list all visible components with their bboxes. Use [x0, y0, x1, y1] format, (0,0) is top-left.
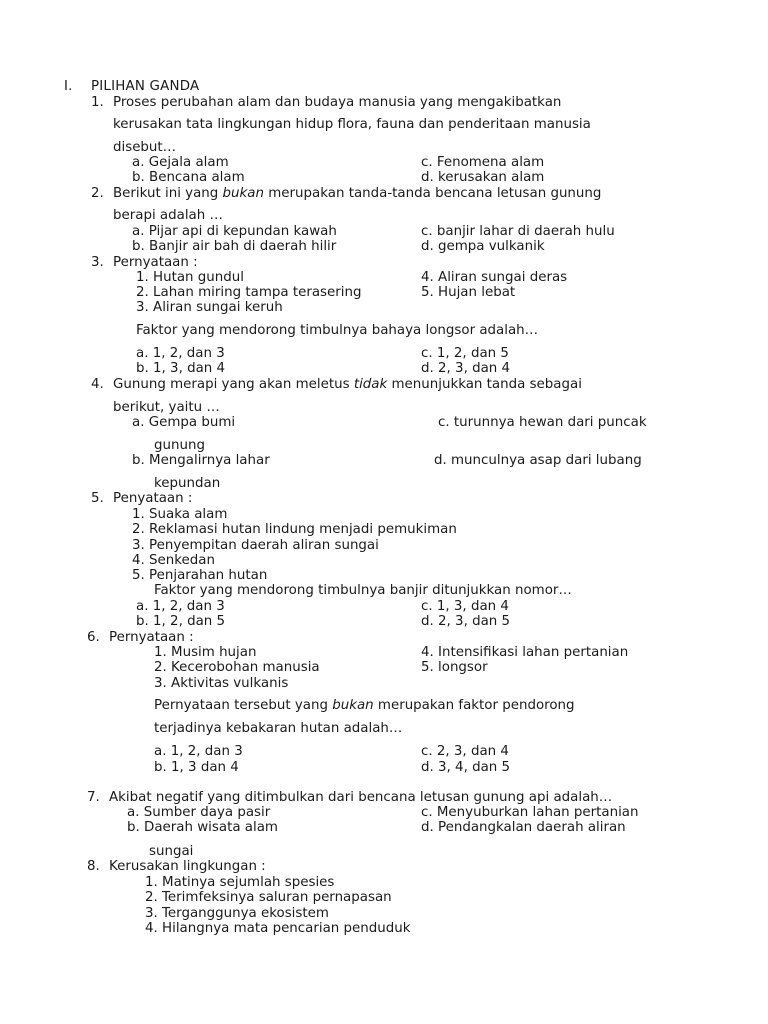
option-c: c. 1, 3, dan 4: [421, 599, 509, 614]
statement-4: 4. Hilangnya mata pencarian penduduk: [145, 921, 411, 936]
option-c: c. banjir lahar di daerah hulu: [421, 224, 615, 239]
statement-1: 1. Matinya sejumlah spesies: [145, 875, 335, 890]
question-text: Kerusakan lingkungan :: [109, 859, 266, 874]
emphasis: bukan: [222, 186, 264, 201]
question-text: kerusakan tata lingkungan hidup flora, fauna dan penderitaan manusia: [113, 117, 591, 132]
option-b: b. Daerah wisata alam: [127, 820, 278, 835]
statement-2: 2. Terimfeksinya saluran pernapasan: [145, 890, 392, 905]
option-d: d. kerusakan alam: [421, 170, 545, 185]
option-a: a. Sumber daya pasir: [127, 805, 271, 820]
question-text: berikut, yaitu …: [113, 400, 220, 415]
option-c-continued: gunung: [154, 438, 205, 453]
question-text: Pernyataan :: [113, 255, 198, 270]
option-a: a. 1, 2, dan 3: [154, 744, 243, 759]
question-prompt: Faktor yang mendorong timbulnya bahaya longsor adalah…: [136, 323, 539, 338]
option-c: c. Menyuburkan lahan pertanian: [421, 805, 639, 820]
option-d-continued: sungai: [149, 844, 194, 859]
question-number: 4.: [91, 377, 104, 392]
section-title: PILIHAN GANDA: [91, 79, 200, 94]
statement-3: 3. Penyempitan daerah aliran sungai: [132, 538, 379, 553]
option-a: a. Gempa bumi: [132, 415, 236, 430]
statement-3: 3. Aliran sungai keruh: [136, 300, 283, 315]
option-a: a. 1, 2, dan 3: [136, 599, 225, 614]
option-d: d. munculnya asap dari lubang: [434, 453, 642, 468]
option-d-continued: kepundan: [154, 476, 221, 491]
question-text: berapi adalah …: [113, 208, 223, 223]
option-a: a. 1, 2, dan 3: [136, 346, 225, 361]
option-a: a. Gejala alam: [132, 155, 229, 170]
option-b: b. 1, 3, dan 4: [136, 361, 226, 376]
option-a: a. Pijar api di kepundan kawah: [132, 224, 337, 239]
statement-2: 2. Kecerobohan manusia: [154, 660, 320, 675]
question-text: Berikut ini yang bukan merupakan tanda-tanda bencana letusan gunung: [113, 186, 602, 201]
statement-4: 4. Senkedan: [132, 553, 215, 568]
question-number: 1.: [91, 95, 104, 110]
statement-5: 5. Hujan lebat: [421, 285, 516, 300]
option-d: d. 2, 3, dan 4: [421, 361, 511, 376]
emphasis: bukan: [332, 698, 374, 713]
question-text: Penyataan :: [113, 491, 193, 506]
question-number: 3.: [91, 255, 104, 270]
statement-5: 5. Penjarahan hutan: [132, 568, 268, 583]
question-number: 6.: [87, 630, 100, 645]
statement-1: 1. Suaka alam: [132, 507, 228, 522]
question-number: 5.: [91, 491, 104, 506]
question-text: Pernyataan :: [109, 630, 194, 645]
statement-4: 4. Aliran sungai deras: [421, 270, 568, 285]
question-text: disebut…: [113, 140, 177, 155]
question-number: 8.: [87, 859, 100, 874]
option-c: c. 1, 2, dan 5: [421, 346, 509, 361]
question-text: Gunung merapi yang akan meletus tidak menunjukkan tanda sebagai: [113, 377, 582, 392]
option-b: b. 1, 3 dan 4: [154, 760, 239, 775]
statement-4: 4. Intensifikasi lahan pertanian: [421, 645, 629, 660]
statement-2: 2. Lahan miring tampa terasering: [136, 285, 362, 300]
emphasis: tidak: [353, 377, 388, 392]
statement-3: 3. Aktivitas vulkanis: [154, 676, 289, 691]
question-number: 2.: [91, 186, 104, 201]
statement-1: 1. Musim hujan: [154, 645, 257, 660]
statement-2: 2. Reklamasi hutan lindung menjadi pemukiman: [132, 522, 457, 537]
section-number: I.: [64, 79, 73, 94]
question-prompt: Faktor yang mendorong timbulnya banjir ditunjukkan nomor…: [154, 583, 572, 598]
statement-5: 5. longsor: [421, 660, 488, 675]
question-text: Proses perubahan alam dan budaya manusia yang mengakibatkan: [113, 95, 562, 110]
option-c: c. Fenomena alam: [421, 155, 545, 170]
question-prompt: Pernyataan tersebut yang bukan merupakan faktor pendorong: [154, 698, 575, 713]
option-b: b. Bencana alam: [132, 170, 245, 185]
option-d: d. 2, 3, dan 5: [421, 614, 511, 629]
option-d: d. gempa vulkanik: [421, 239, 545, 254]
statement-1: 1. Hutan gundul: [136, 270, 244, 285]
statement-3: 3. Terganggunya ekosistem: [145, 906, 329, 921]
question-text: Akibat negatif yang ditimbulkan dari bencana letusan gunung api adalah…: [109, 790, 613, 805]
option-c: c. 2, 3, dan 4: [421, 744, 509, 759]
question-number: 7.: [87, 790, 100, 805]
option-c: c. turunnya hewan dari puncak: [438, 415, 647, 430]
option-b: b. Mengalirnya lahar: [132, 453, 270, 468]
option-d: d. 3, 4, dan 5: [421, 760, 511, 775]
question-prompt: terjadinya kebakaran hutan adalah…: [154, 721, 403, 736]
option-b: b. Banjir air bah di daerah hilir: [132, 239, 337, 254]
option-b: b. 1, 2, dan 5: [136, 614, 226, 629]
option-d: d. Pendangkalan daerah aliran: [421, 820, 626, 835]
